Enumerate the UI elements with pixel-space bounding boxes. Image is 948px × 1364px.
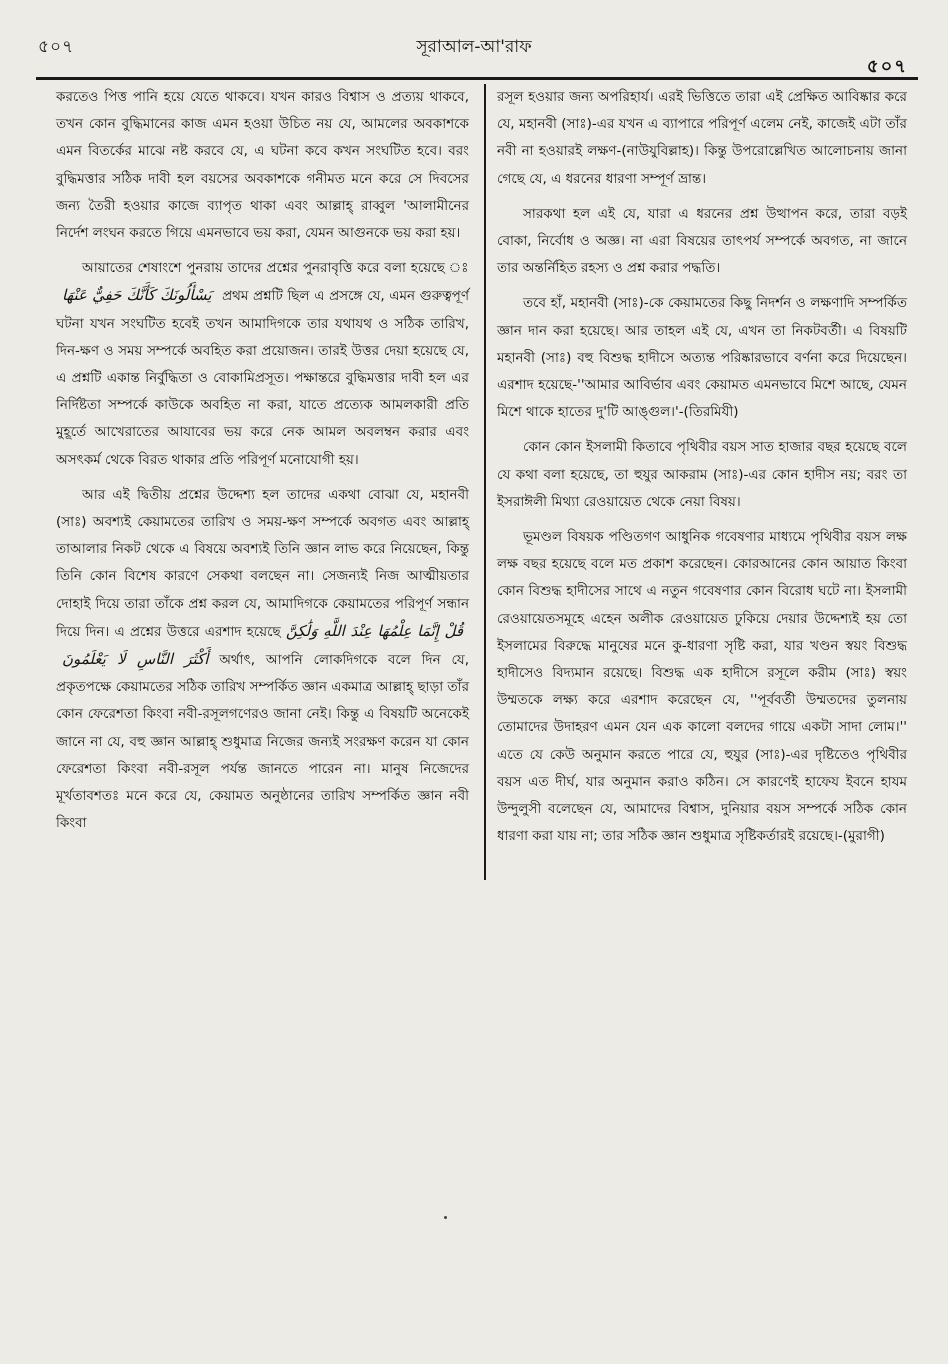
left-paragraph-3-text-b: অর্থাৎ, আপনি লোকদিগকে বলে দিন যে, প্রকৃতপক্ষে কেয়ামতের সঠিক তারিখ সম্পর্কিত জ্ঞান একমাত্র আল্লাহ্ ছাড়া তাঁর কোন ফেরেশতা কিংবা নবী-রসূলগণেরও জানা নেই। কিন্তু এ বিষয়টি অনেকেই জানে না যে, বহু জ্ঞান আল্লাহ্ শুধুমাত্র নিজের জন্যই সংরক্ষণ করেন যা কোন ফেরেশতা কিংবা নবী-রসূল পর্যন্ত জানতে পারেন না। মানুষ নিজেদের মূর্খতাবশতঃ মনে করে যে, কেয়ামত অনুষ্ঠানের তারিখ সম্পর্কিত জ্ঞান নবী কিংবা	[56, 652, 469, 832]
right-paragraph-4: কোন কোন ইসলামী কিতাবে পৃথিবীর বয়স সাত হাজার বছর হয়েছে বলে যে কথা বলা হয়েছে, তা হুযুর আকরাম (সাঃ)-এর কোন হাদীস নয়; বরং তা ইসরাঈলী মিথ্যা রেওয়ায়েত থেকে নেয়া বিষয়।	[497, 439, 907, 510]
page-number-left: ৫০৭	[38, 37, 75, 57]
right-paragraph-1: রসূল হওয়ার জন্য অপরিহার্য। এরই ভিত্তিতে তারা এই প্রেক্ষিত আবিষ্কার করে যে, মহানবী (সাঃ)-এর যখন এ ব্যাপারে পরিপূর্ণ এলেম নেই, কাজেই এটা তাঁর নবী না হওয়ারই লক্ষণ-(নাউযুবিল্লাহ)। কিন্তু উপরোল্লেখিত আলোচনায় জানা গেছে যে, এ ধরনের ধারণা সম্পূর্ণ ভ্রান্ত।	[497, 89, 907, 187]
left-paragraph-2-text-a: আয়াতের শেষাংশে পুনরায় তাদের প্রশ্নের পুনরাবৃত্তি করে বলা হয়েছে ঃ	[82, 260, 469, 277]
right-paragraph-3: তবে হাঁ, মহানবী (সাঃ)-কে কেয়ামতের কিছু নিদর্শন ও লক্ষণাদি সম্পর্কিত জ্ঞান দান করা হয়েছে। আর তাহল এই যে, এখন তা নিকটবর্তী। এ বিষয়টি মহানবী (সাঃ) বহু বিশুদ্ধ হাদীসে অত্যন্ত পরিষ্কারভাবে বর্ণনা করে দিয়েছেন। এরশাদ হয়েছে-''আমার আবির্ভাব এবং কেয়ামত এমনভাবে মিশে আছে, যেমন মিশে থাকে হাতের দু'টি আঙ্গুল।'-(তিরমিযী)	[497, 295, 907, 421]
left-paragraph-1: করতেও পিত্ত পানি হয়ে যেতে থাকবে। যখন কারও বিশ্বাস ও প্রত্যয় থাকবে, তখন কোন বুদ্ধিমানের কাজ এমন হওয়া উচিত নয় যে, আমলের অবকাশকে এমন বিতর্কের মাঝে নষ্ট করবে যে, এ ঘটনা কবে কখন সংঘটিত হবে। বরং বুদ্ধিমত্তার সঠিক দাবী হল বয়সের অবকাশকে গনীমত মনে করে সে দিবসের জন্য তৈরী হওয়ার কাজে ব্যাপৃত থাকা এবং আল্লাহ্ রাব্বুল 'আলামীনের নির্দেশ লংঘন করতে গিয়ে এমনভাবে ভয় করা, যেমন আগুনকে ভয় করা হয়।	[56, 89, 469, 242]
ink-speck	[444, 1216, 447, 1219]
right-paragraph-2: সারকথা হল এই যে, যারা এ ধরনের প্রশ্ন উত্থাপন করে, তারা বড়ই বোকা, নির্বোধ ও অজ্ঞ। না এরা বিষয়ের তাৎপর্য সম্পর্কে অবগত, না জানে তার অন্তর্নিহিত রহস্য ও প্রশ্ন করার পদ্ধতি।	[497, 205, 907, 277]
right-paragraph-5: ভূমণ্ডল বিষয়ক পণ্ডিতগণ আধুনিক গবেষণার মাধ্যমে পৃথিবীর বয়স লক্ষ লক্ষ বছর হয়েছে বলে মত প্রকাশ করেছেন। কোরআনের কোন আয়াত কিংবা কোন বিশুদ্ধ হাদীসের সাথে এ নতুন গবেষণার কোন বিরোধ ঘটে না। ইসলামী রেওয়ায়েতসমূহে এহেন অলীক রেওয়ায়েত ঢুকিয়ে দেয়ার উদ্দেশ্যই হয় তো ইসলামের বিরুদ্ধে মানুষের মনে কু-ধারণা সৃষ্টি করা, যার খণ্ডন স্বয়ং বিশুদ্ধ হাদীসেও বিদ্যমান রয়েছে। বিশুদ্ধ এক হাদীসে রসূলে করীম (সাঃ) স্বয়ং উম্মতকে লক্ষ্য করে এরশাদ করেছেন যে, ''পূর্ববর্তী উম্মতদের তুলনায় তোমাদের উদাহরণ এমন যেন এক কালো বলদের গায়ে একটা সাদা লোম।'' এতে যে কেউ অনুমান করতে পারে যে, হুযুর (সাঃ)-এর দৃষ্টিতেও পৃথিবীর বয়স এত দীর্ঘ, যার অনুমান করাও কঠিন। সে কারণেই হাফেয ইবনে হাযম উন্দুলুসী বলেছেন যে, আমাদের বিশ্বাস, দুনিয়ার বয়স সম্পর্কে সঠিক কোন ধারণা করা যায় না; তার সঠিক জ্ঞান শুধুমাত্র সৃষ্টিকর্তারই রয়েছে।-(মুরাগী)	[497, 529, 907, 845]
running-title: সূরাআল-আ'রাফ	[416, 37, 532, 57]
column-divider	[484, 84, 486, 880]
left-paragraph-3	[56, 482, 469, 838]
left-column	[56, 84, 469, 845]
left-paragraph-3-text-a: আর এই দ্বিতীয় প্রশ্নের উদ্দেশ্য হল তাদের একথা বোঝা যে, মহানবী (সাঃ) অবশ্যই কেয়ামতের তারিখ ও সময়-ক্ষণ সম্পর্কে অবগত এবং আল্লাহ্ তাআলার নিকট থেকে এ বিষয়ে অবশ্যই তিনি জ্ঞান লাভ করে নিয়েছেন, কিন্তু তিনি কোন বিশেষ কারণে সেকথা বলছেন না। সেজন্যই নিজ আত্মীয়তার দোহাই দিয়ে তারা তাঁকে প্রশ্ন করল যে, আমাদিগকে কেয়ামতের পরিপূর্ণ সন্ধান দিয়ে দিন। এ প্রশ্নের উত্তরে এরশাদ হয়েছে	[56, 486, 469, 640]
left-paragraph-2	[56, 255, 469, 474]
right-column	[497, 84, 907, 858]
arabic-verse-1: يَسْأَلُونَكَ كَأَنَّكَ حَفِيٌّ عَنْهَا	[62, 286, 212, 305]
left-paragraph-2-text-b: প্রথম প্রশ্নটি ছিল এ প্রসঙ্গে যে, এমন গুরুত্বপূর্ণ ঘটনা যখন সংঘটিত হবেই তখন আমাদিগকে তার যথাযথ ও সঠিক তারিখ, দিন-ক্ষণ ও সময় সম্পর্কে অবহিত করা প্রয়োজন। তারই উত্তর দেয়া হয়েছে যে, এ প্রশ্নটি একান্ত নির্বুদ্ধিতা ও বোকামিপ্রসূত। পক্ষান্তরে বুদ্ধিমত্তার দাবী হল এর নির্দিষ্টতা সম্পর্কে কাউকে অবহিত না করা, যাতে প্রত্যেক আমলকারী প্রতি মুহূর্তে আখেরাতের আযাবের ভয় করে নেক আমল অবলম্বন করার এবং অসৎকর্ম থেকে বিরত থাকার প্রতি পরিপূর্ণ মনোযোগী হয়।	[56, 288, 469, 468]
arabic-verse-2: قُلْ إِنَّمَا عِلْمُهَا عِنْدَ اللَّهِ وَلَٰكِنَّ أَكْثَرَ النَّاسِ لَا يَعْلَمُونَ	[62, 621, 464, 669]
header-rule	[36, 77, 918, 80]
page-number-right: ৫০৭	[866, 56, 908, 77]
